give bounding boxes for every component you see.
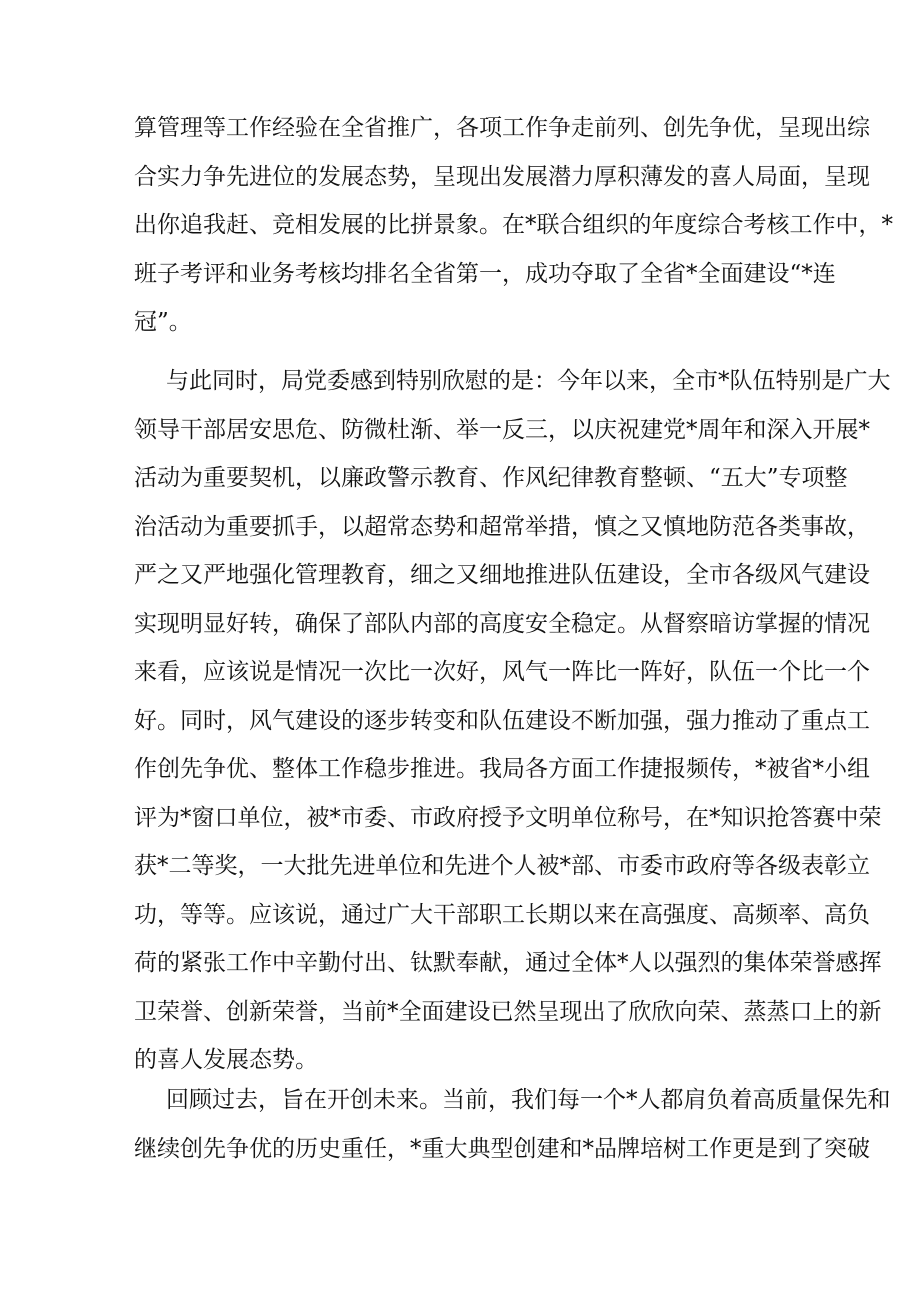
text-line: 算管理等工作经验在全省推广，各项工作争走前列、创先争优，呈现出综 [134, 115, 870, 141]
text-line: 合实力争先进位的发展态势，呈现出发展潜力厚积薄发的喜人局面，呈现 [134, 163, 870, 190]
text-line: 评为*窗口单位，被*市委、市政府授予文明单位称号，在*知识抢答赛中荣 [134, 804, 882, 831]
text-line: 卫荣誉、创新荣誉，当前*全面建设已然呈现出了欣欣向荣、蒸蒸口上的新 [134, 998, 882, 1025]
text-line: 回顾过去，旨在开创未来。当前，我们每一个*人都肩负着高质量保先和 [166, 1087, 891, 1113]
text-line: 冠”。 [134, 309, 192, 335]
paragraph-1 [134, 104, 893, 347]
text-line: 治活动为重要抓手，以超常态势和超常举措，慎之又慎地防范各类事故， [134, 513, 870, 540]
paragraph-2 [134, 357, 891, 1085]
text-line: 领导干部居安思危、防微杜渐、举一反三，以庆祝建党*周年和深入开展* [134, 416, 870, 443]
text-line: 班子考评和业务考核均排名全省第一，成功夺取了全省*全面建设“*连 [134, 260, 836, 287]
text-line: 严之又严地强化管理教育，细之又细地推进队伍建设，全市各级风气建设 [134, 562, 870, 588]
paragraph-3 [134, 1076, 891, 1173]
text-line: 的喜人发展态势。 [134, 1047, 318, 1073]
text-line: 与此同时，局党委感到特别欣慰的是：今年以来，全市*队伍特别是广大 [166, 368, 891, 394]
text-line: 活动为重要契机，以廉政警示教育、作风纪律教育整顿、“五大”专项整 [134, 465, 848, 491]
text-line: 作创先争优、整体工作稳步推进。我局各方面工作捷报频传，*被省*小组 [134, 756, 870, 782]
text-line: 实现明显好转，确保了部队内部的高度安全稳定。从督察暗访掌握的情况 [134, 610, 870, 637]
text-line: 来看，应该说是情况一次比一次好，风气一阵比一阵好，队伍一个比一个 [134, 659, 870, 685]
text-line: 出你追我赶、竞相发展的比拼景象。在*联合组织的年度综合考核工作中，* [134, 212, 893, 238]
text-line: 功，等等。应该说，通过广大干部职工长期以来在高强度、高频率、高负 [134, 901, 870, 928]
text-line: 好。同时，风气建设的逐步转变和队伍建设不断加强，强力推动了重点工 [134, 707, 870, 734]
text-line: 继续创先争优的历史重任，*重大典型创建和*品牌培树工作更是到了突破 [134, 1135, 870, 1162]
text-line: 荷的紧张工作中辛勤付出、钛默奉献，通过全体*人以强烈的集体荣誉感挥 [134, 950, 882, 976]
text-line: 获*二等奖，一大批先进单位和先进个人被*部、市委市政府等各级表彰立 [134, 853, 870, 879]
